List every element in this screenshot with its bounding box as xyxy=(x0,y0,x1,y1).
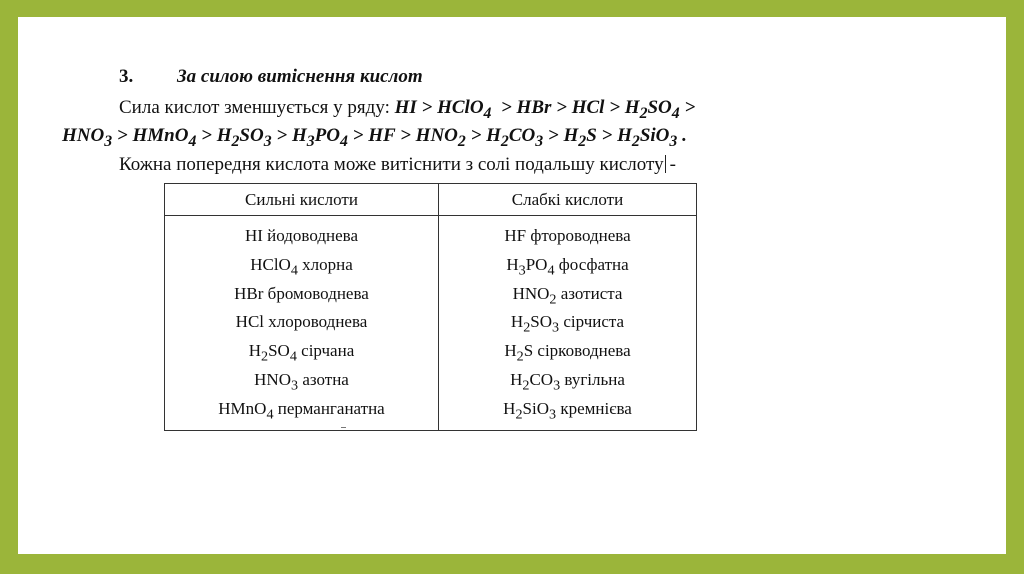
strong-acid-item: HI йодоводнева xyxy=(244,226,358,245)
stray-mark xyxy=(341,427,346,428)
strong-acid-item: $H_2SO_4$ сірчана xyxy=(248,341,355,365)
strong-acid-item: HClO$_4$ хлорна xyxy=(250,254,353,279)
weak-acid-item: $H_2S$ сірководнева xyxy=(504,341,631,365)
series-intro: Сила кислот зменшується у ряду: xyxy=(119,97,395,118)
weak-acid-item: $H_2SiO_3$ кремнієва xyxy=(503,398,632,423)
acid-series-part-2: $HNO_3$ > HMnO$_4$ > $H_2SO_3 > H_3PO_4$ > HF > $HNO_2 > H_2CO_3 > H_2S > H_2SiO_3$ . xyxy=(62,125,687,150)
weak-acid-item: $HNO_2$ азотиста xyxy=(512,283,623,307)
text-cursor xyxy=(665,155,666,173)
strong-acid-item: HCl хлороводнева xyxy=(235,312,368,332)
weak-acid-item: HF фтороводнева xyxy=(504,226,631,245)
note-text: Кожна попередня кислота може витіснити з солі подальшу кислоту xyxy=(119,154,664,175)
weak-acid-item: $H_3PO_4$ фосфатна xyxy=(506,254,629,279)
acids-table xyxy=(164,183,697,431)
weak-acids-cell xyxy=(439,216,697,431)
table-header-row xyxy=(165,184,697,216)
weak-acid-item: $H_2CO_3$ вугільна xyxy=(510,369,625,394)
series-line-2 xyxy=(62,125,687,151)
weak-acid-item: $H_2SO_3$ сірчиста xyxy=(510,312,625,336)
section-heading xyxy=(119,66,423,88)
strong-acid-item: HBr бромоводнева xyxy=(234,283,369,303)
series-line-1 xyxy=(119,97,695,123)
section-title: За силою витіснення кислот xyxy=(177,66,423,87)
slide xyxy=(18,17,1006,554)
strong-acid-item: HMnO$_4$ перманганатна xyxy=(218,398,385,423)
table-body-row xyxy=(165,216,697,431)
note-tail: - xyxy=(669,154,676,175)
strong-acids-cell xyxy=(165,216,439,431)
header-strong-acids: Сильні кислоти xyxy=(165,184,439,216)
displacement-note xyxy=(119,154,676,176)
acid-series-part-1: HI > HClO$_4$ > HBr > HCl > $H_2SO_4$ > xyxy=(394,97,696,122)
strong-acid-item: $HNO_3$ азотна xyxy=(254,369,349,394)
section-number: 3. xyxy=(119,66,134,87)
header-weak-acids: Слабкі кислоти xyxy=(439,184,697,216)
